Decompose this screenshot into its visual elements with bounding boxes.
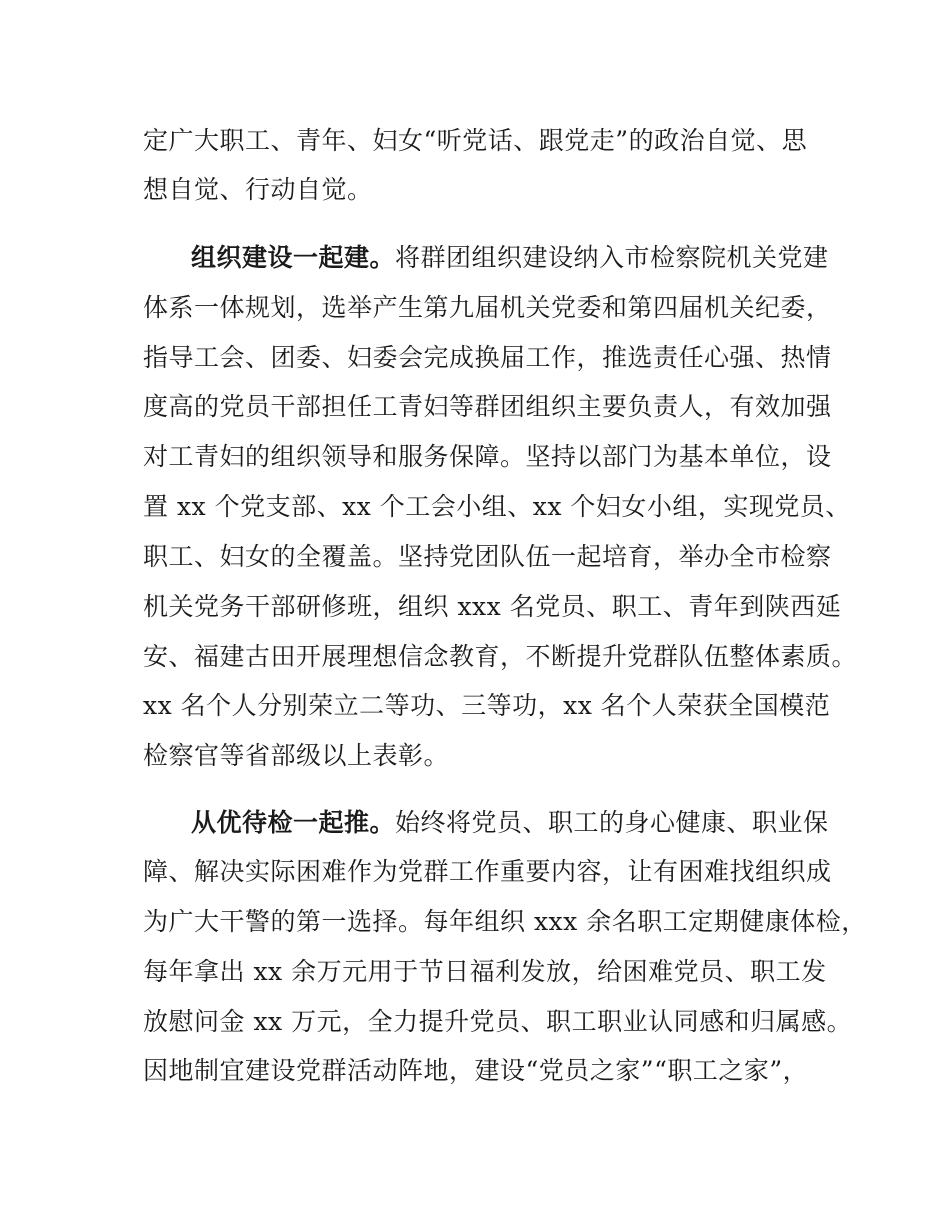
paragraph-3-line-5: 放慰问金 xx 万元，全力提升党员、职工职业认同感和归属感。 bbox=[143, 1007, 853, 1036]
paragraph-2-line-5: 对工青妇的组织领导和服务保障。坚持以部门为基本单位，设 bbox=[143, 442, 832, 471]
paragraph-3-line-3: 为广大干警的第一选择。每年组织 xxx 余名职工定期健康体检， bbox=[143, 907, 867, 936]
paragraph-1-line-2: 想自觉、行动自觉。 bbox=[143, 175, 373, 204]
paragraph-2-line-10: xx 名个人分别荣立二等功、三等功，xx 名个人荣获全国模范 bbox=[143, 691, 831, 720]
paragraph-2-line-6: 置 xx 个党支部、xx 个工会小组、xx 个妇女小组，实现党员、 bbox=[143, 492, 851, 521]
paragraph-1-line-1: 定广大职工、青年、妇女“听党话、跟党走”的政治自觉、思 bbox=[143, 126, 808, 155]
paragraph-2-heading: 组织建设一起建。 bbox=[191, 243, 396, 272]
paragraph-3-heading: 从优待检一起推。 bbox=[191, 808, 396, 837]
paragraph-3-line-6: 因地制宜建设党群活动阵地，建设“党员之家”“职工之家”， bbox=[143, 1056, 809, 1085]
paragraph-2-line-4: 度高的党员干部担任工青妇等群团组织主要负责人，有效加强 bbox=[143, 392, 832, 421]
paragraph-2-line-9: 安、福建古田开展理想信念教育，不断提升党群队伍整体素质。 bbox=[143, 642, 858, 671]
paragraph-2-line-8: 机关党务干部研修班，组织 xxx 名党员、职工、青年到陕西延 bbox=[143, 592, 842, 621]
paragraph-2-line-2: 体系一体规划，选举产生第九届机关党委和第四届机关纪委， bbox=[143, 293, 832, 322]
paragraph-2-line-11: 检察官等省部级以上表彰。 bbox=[143, 741, 450, 770]
paragraph-3-line-4: 每年拿出 xx 余万元用于节日福利发放，给困难党员、职工发 bbox=[143, 957, 827, 986]
paragraph-2-first-line bbox=[191, 238, 829, 278]
paragraph-2-line-1: 将群团组织建设纳入市检察院机关党建 bbox=[395, 243, 829, 272]
paragraph-2-line-7: 职工、妇女的全覆盖。坚持党团队伍一起培育，举办全市检察 bbox=[143, 542, 832, 571]
paragraph-3-first-line bbox=[191, 803, 829, 843]
paragraph-3-line-2: 障、解决实际困难作为党群工作重要内容，让有困难找组织成 bbox=[143, 857, 832, 886]
paragraph-2-line-3: 指导工会、团委、妇委会完成换届工作，推选责任心强、热情 bbox=[143, 343, 832, 372]
paragraph-3-line-1: 始终将党员、职工的身心健康、职业保 bbox=[395, 808, 829, 837]
